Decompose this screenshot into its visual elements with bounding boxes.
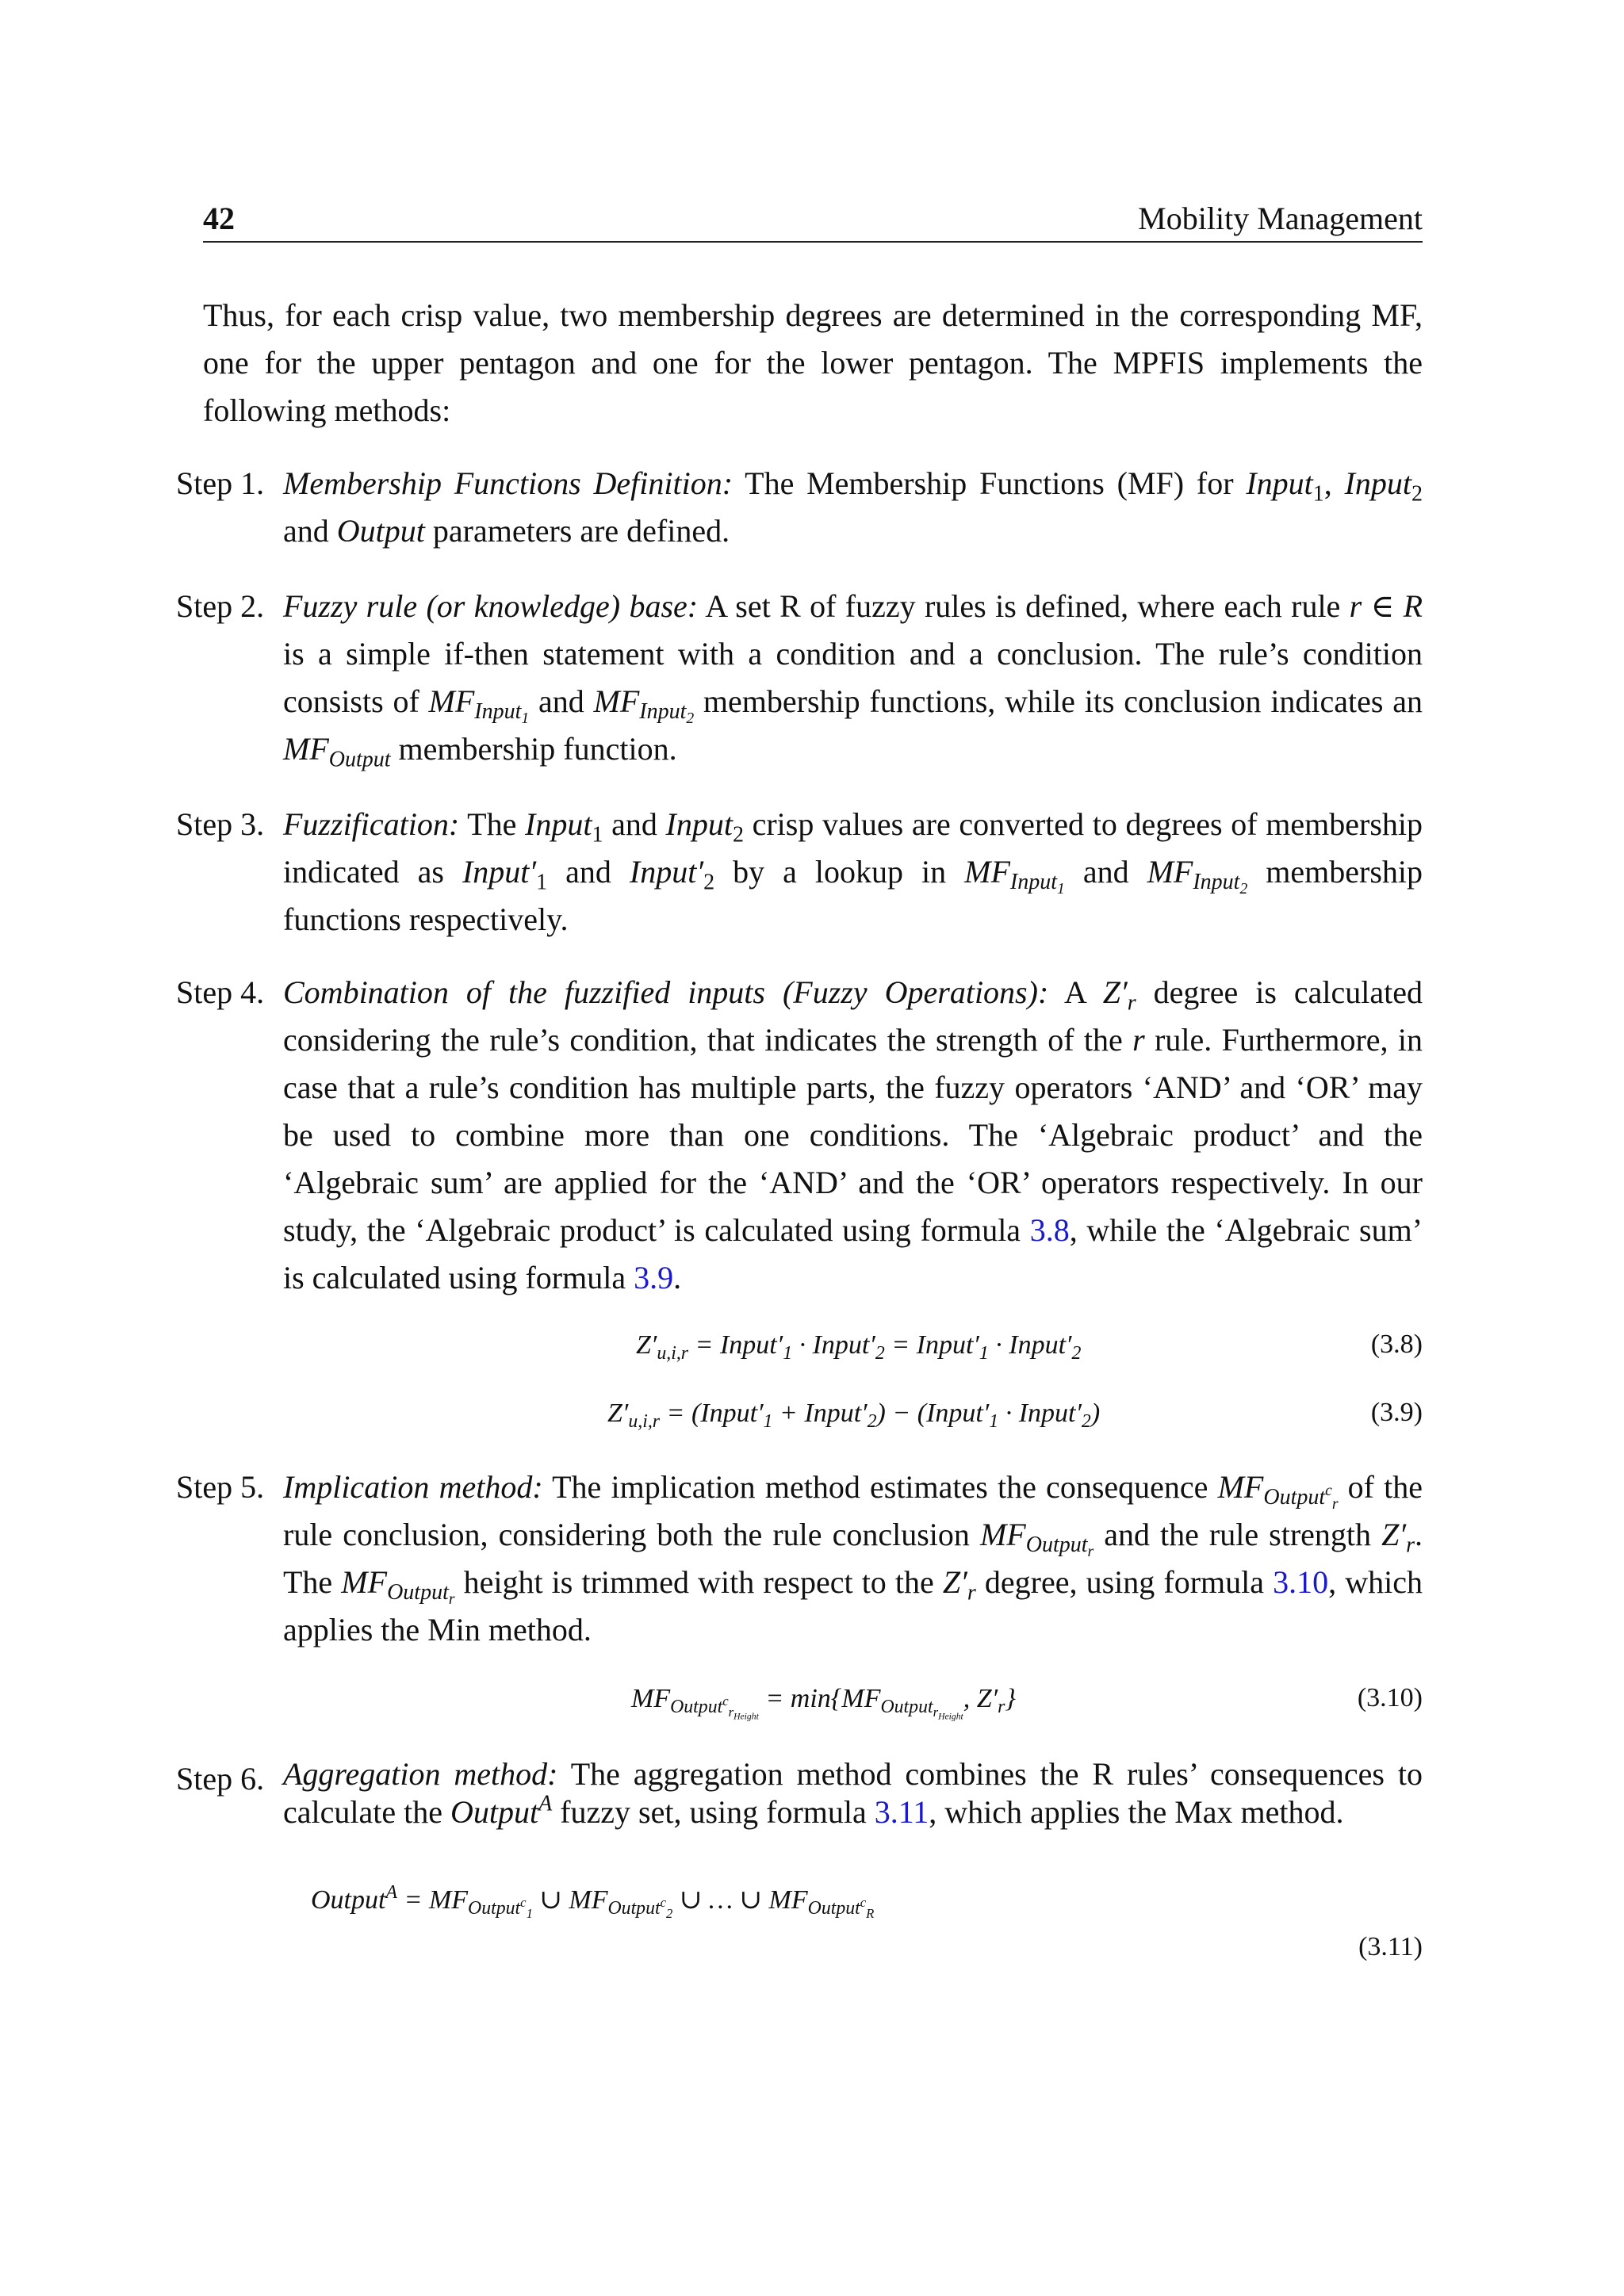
math-expr: · Input′ [998,1399,1082,1428]
step-text: and the rule strength [1094,1517,1382,1552]
math-symbol: MF [428,683,475,719]
step-text: and [529,683,594,719]
math-subscript: r [1127,990,1136,1016]
math-symbol: Input [525,806,592,842]
equation-body [311,1881,874,1920]
equation-number: (3.9) [1370,1398,1423,1427]
step-text: , which applies the Min method. [283,1564,1423,1647]
step-text: of the rule conclusion, considering both the rule conclusion [283,1469,1423,1552]
step-body [283,460,1423,555]
math-subscript: r [1406,1533,1415,1558]
math-subsubscript: 1 [526,1906,533,1922]
math-subscript: 2 [703,870,715,895]
math-expr: = Input′ [688,1330,783,1360]
math-subsubsubscript: Height [733,1711,759,1722]
math-superscript: A [385,1881,397,1903]
step-text: . [673,1260,682,1295]
math-subscript: r [998,1697,1005,1718]
math-subscript: 2 [1081,1411,1091,1433]
step-text: The Membership Functions (MF) for [733,465,1247,501]
math-subscript-text: Output [1025,1533,1088,1558]
page-header [203,197,1423,243]
math-symbol: Input′ [462,854,537,890]
math-subscript: u,i,r [657,1343,689,1364]
step-text: The [459,806,525,842]
math-symbol: r [1132,1022,1145,1058]
math-symbol: MF [341,1564,388,1600]
equation-3-11 [0,1881,1624,1976]
math-symbol: MF [979,1517,1026,1552]
intro-paragraph: Thus, for each crisp value, two membership degrees are determined in the corresponding MF, one for the upper pentagon and one for the lower pentagon. The MPFIS implements the following methods: [203,297,1423,428]
equation-link[interactable]: 3.10 [1273,1564,1329,1600]
step-text: parameters are defined. [424,513,730,549]
math-superscript: c [722,1693,729,1709]
equation-number: (3.11) [1358,1932,1423,1961]
math-subscript [807,1894,875,1922]
step-label: Step 5. [176,1469,265,1505]
step-text: , [1323,465,1345,501]
equation-3-10 [0,1679,1624,1727]
math-subscript-text: Output [807,1898,860,1919]
math-subsubscript: r [1331,1496,1339,1513]
step-label: Step 1. [176,465,265,501]
math-symbol: Z′ [636,1330,657,1360]
step-1 [176,460,1423,555]
math-expr: · Input′ [988,1330,1072,1360]
step-text: by a lookup in [714,854,965,890]
step-2 [176,583,1423,773]
math-expr: = (Input′ [660,1399,764,1428]
math-subscript [880,1697,963,1722]
step-title: Fuzzification: [283,806,460,842]
step-title: Combination of the fuzzified inputs (Fuzzy Operations): [283,974,1049,1010]
math-superscript: A [538,1791,553,1816]
math-subsubscript: r [448,1591,455,1609]
step-body [283,969,1423,1302]
math-subscript [1193,870,1248,898]
equation-3-9 [0,1394,1624,1441]
math-expr: ∪ … ∪ MF [672,1885,808,1915]
step-text: membership functions, while its conclusion indicates an [694,683,1423,719]
math-expr: ) − (Input′ [876,1399,990,1428]
math-subscript-text: Output [1263,1485,1326,1510]
math-subscript-text: Input [1193,870,1240,895]
equation-link[interactable]: 3.8 [1029,1212,1070,1248]
step-body [283,801,1423,943]
math-expr: , Z′ [963,1684,998,1713]
step-text: , while the ‘Algebraic sum’ is calculated using formula [283,1212,1423,1295]
equation-body [607,1394,1100,1433]
math-subsubscript: 2 [1239,881,1248,898]
math-expr: } [1005,1684,1017,1713]
math-subscript [1009,870,1065,898]
math-subscript [387,1580,455,1609]
math-symbol: Input [1344,465,1412,501]
step-text: and [547,854,630,890]
equation-link[interactable]: 3.9 [634,1260,674,1295]
step-text: membership functions respectively. [283,854,1423,937]
math-expr: + Input′ [772,1399,868,1428]
step-text: A set R of fuzzy rules is defined, where each rule [698,588,1350,624]
step-text: degree is calculated considering the rule’s condition, that indicates the strength of the [283,974,1423,1058]
step-text: The implication method estimates the consequence [542,1469,1218,1505]
math-subscript: u,i,r [628,1411,661,1433]
math-subsubscript: 2 [666,1906,673,1922]
math-superscript: c [1325,1483,1332,1500]
math-subscript: 1 [1312,481,1324,507]
math-symbol: MF [631,1684,671,1713]
math-symbol: Z′ [942,1564,967,1600]
math-expr: = min{MF [758,1684,881,1713]
math-subscript [670,1693,759,1722]
math-subsubscript: 1 [521,710,530,728]
math-expr: = Input′ [884,1330,979,1360]
math-expr: ∪ MF [532,1885,608,1915]
math-symbol: Z′ [1102,974,1128,1010]
math-subsubscript: 1 [1057,881,1065,898]
math-symbol: Z′ [1381,1517,1407,1552]
math-subscript: 1 [592,822,603,848]
math-subsubscript: 2 [686,710,695,728]
math-subscript: 2 [1071,1343,1082,1364]
math-subsubscript: r [1087,1544,1094,1561]
math-subscript: 2 [875,1343,885,1364]
equation-number: (3.8) [1370,1330,1423,1359]
math-subsubscript-text: r [728,1705,734,1720]
step-5 [176,1464,1423,1654]
math-expr: = MF [397,1885,469,1915]
step-title: Fuzzy rule (or knowledge) base: [283,588,699,624]
math-subscript: 1 [989,1411,999,1433]
math-subscript [1025,1533,1094,1561]
math-subscript-text: Output [468,1898,521,1919]
math-superscript: c [520,1894,527,1910]
math-subscript-text: Output [670,1697,723,1718]
step-text: The aggregation method combines the R rules’ consequences to calculate the [283,1756,1423,1830]
math-subscript-text: Input [1009,870,1058,895]
math-symbol: MF [283,731,329,767]
step-4 [176,969,1423,1302]
math-subscript: 1 [763,1411,773,1433]
math-subscript-text: Output [880,1697,933,1718]
math-subsubscript: R [866,1906,875,1922]
math-subscript: 1 [536,870,548,895]
step-text: , which applies the Max method. [929,1794,1344,1830]
page-number: 42 [203,201,235,236]
step-label: Step 3. [176,806,265,842]
math-subscript-text: Output [387,1580,449,1605]
math-subscript-text: Output [607,1898,661,1919]
math-subscript: r [967,1580,976,1605]
equation-body [636,1326,1081,1365]
math-subscript: 1 [783,1343,793,1364]
math-subscript [474,699,530,728]
equation-body [631,1679,1017,1722]
step-3 [176,801,1423,943]
math-subscript [639,699,695,728]
step-text: and [1064,854,1147,890]
math-symbol: Output [311,1885,386,1915]
math-symbol: Input [1246,465,1313,501]
step-text: height is trimmed with respect to the [454,1564,943,1600]
step-label: Step 4. [176,974,265,1010]
step-title: Implication method: [283,1469,543,1505]
math-symbol: MF [593,683,640,719]
math-subscript [607,1894,673,1922]
step-text: is a simple if-then statement with a condition and a conclusion. The rule’s condition consists of [283,636,1423,719]
math-subscript: 2 [867,1411,877,1433]
step-text: . The [283,1517,1423,1600]
running-head: Mobility Management [1138,201,1423,236]
step-text: rule. Furthermore, in case that a rule’s condition has multiple parts, the fuzzy operators ‘AND’ and ‘OR’ may be used to combine more than one conditions. The ‘Algebraic product’ and the ‘Algebraic sum’ are applied for the ‘AND’ and the ‘OR’ operators respectively. In our study, the ‘Algebraic product’ is calculated using formula [283,1022,1423,1248]
math-subscript [1263,1483,1339,1513]
step-text: crisp values are converted to degrees of membership indicated as [283,806,1423,890]
step-body [283,583,1423,773]
step-label: Step 2. [176,588,265,624]
math-subscript: 2 [732,822,744,848]
math-symbol: MF [1217,1469,1264,1505]
math-superscript: c [860,1894,867,1910]
math-subscript: 2 [1411,481,1423,507]
step-title: Membership Functions Definition: [283,465,733,501]
math-subscript: 1 [979,1343,989,1364]
math-superscript: c [660,1894,666,1910]
math-symbol: MF [964,854,1010,890]
math-symbol: Output [450,1794,539,1830]
step-title: Aggregation method: [283,1756,558,1792]
math-symbol: Input′ [629,854,704,890]
step-label: Step 6. [176,1761,265,1797]
math-symbol: Output [336,513,425,549]
equation-3-8 [0,1326,1624,1373]
step-6 [176,1755,1423,1831]
step-text: A [1048,974,1103,1010]
step-text: and [603,806,666,842]
math-expr: ) [1090,1399,1101,1428]
math-symbol: Input [665,806,733,842]
equation-number: (3.10) [1357,1683,1423,1712]
math-subscript: Output [328,747,391,772]
step-text: fuzzy set, using formula [552,1794,875,1830]
math-subsubscript-text: r [933,1705,939,1720]
step-text: membership function. [390,731,677,767]
math-subscript-text: Input [474,699,522,725]
math-symbol: MF [1147,854,1193,890]
math-subscript [468,1894,533,1922]
math-expr: · Input′ [792,1330,875,1360]
step-body [283,1464,1423,1654]
math-subsubscript [729,1705,759,1720]
math-symbol: r ∈ R [1349,588,1423,624]
math-subsubscript [933,1705,963,1720]
math-subsubsubscript: Height [938,1711,963,1722]
equation-link[interactable]: 3.11 [874,1794,929,1830]
step-text: degree, using formula [975,1564,1274,1600]
math-symbol: Z′ [607,1399,629,1428]
step-text: and [283,513,337,549]
step-body [283,1755,1423,1831]
math-subscript-text: Input [639,699,687,725]
